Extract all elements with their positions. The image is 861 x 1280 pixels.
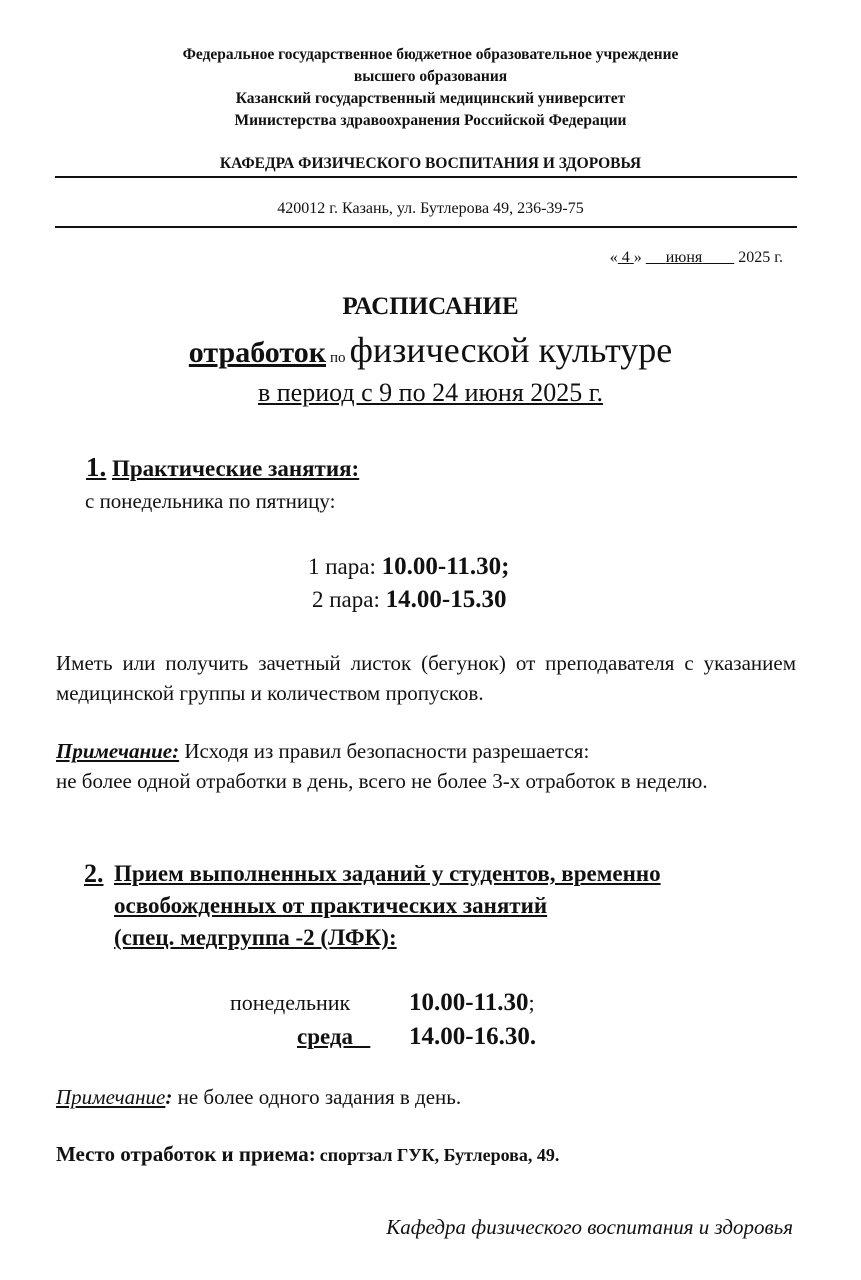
signature: Кафедра физического воспитания и здоровья: [386, 1215, 793, 1239]
pair-time: 14.00-15.30: [385, 586, 507, 613]
title-word-subject: физической культуре: [349, 330, 673, 370]
date-open-quote: «: [609, 249, 618, 266]
section2-heading: [84, 858, 796, 954]
section1-remark-line2: не более одной отработки в день, всего не более 3-х отработок в неделю.: [56, 769, 708, 793]
section1-days: с понедельника по пятницу:: [85, 489, 336, 513]
header-line-3: Казанский государственный медицинский университет: [235, 90, 626, 107]
pair-label: 1 пара:: [308, 554, 376, 579]
schedule-time-wrap: 10.00-11.30;: [409, 989, 535, 1016]
schedule-row: [0, 1020, 861, 1054]
header-divider-bottom: [55, 226, 797, 228]
date-month: июня: [665, 249, 703, 266]
header-divider-top: [55, 176, 797, 178]
section2-remark: Примечание: не более одного задания в день.: [56, 1085, 462, 1109]
page-title: РАСПИСАНИЕ: [342, 293, 519, 320]
title-word-po: по: [330, 350, 346, 366]
schedule-row: [0, 986, 861, 1020]
section2-heading-line3: (спец. медгруппа -2 (ЛФК):: [114, 925, 397, 950]
section1-remark: [56, 736, 796, 796]
title-subject: [0, 329, 861, 371]
title-word-otrabotok: отработок: [188, 336, 327, 369]
section1-number: 1.: [86, 452, 107, 482]
section1-remark-line1: Примечание: Исходя из правил безопасности разрешается:: [56, 739, 590, 763]
header-line-2: высшего образования: [353, 68, 508, 85]
schedule-day: среда: [297, 1024, 354, 1049]
header-line-4: Министерства здравоохранения Российской Федерации: [234, 112, 627, 129]
section1-heading: [86, 452, 359, 483]
section2-heading-line2: освобожденных от практических занятий: [114, 893, 548, 918]
remark-label: Примечание: [56, 1085, 166, 1109]
section2-number: 2.: [84, 859, 104, 888]
date-close-quote: »: [633, 249, 642, 266]
header-line-1: Федеральное государственное бюджетное образовательное учреждение: [182, 46, 679, 63]
section1-heading-text: Практические занятия:: [112, 456, 360, 481]
pair-row: [0, 583, 861, 616]
institution-header: [0, 44, 861, 132]
schedule-day: понедельник: [230, 990, 351, 1015]
document-date: [610, 249, 783, 267]
date-year: 2025 г.: [738, 249, 783, 266]
pair-row: [0, 550, 861, 583]
department-address: 420012 г. Казань, ул. Бутлерова 49, 236-39-75: [277, 200, 584, 217]
date-day: 4: [621, 249, 630, 266]
place-value: спортзал ГУК, Бутлерова, 49.: [319, 1145, 560, 1165]
pair-label: 2 пара:: [312, 587, 380, 612]
section2-schedule: [0, 986, 861, 1054]
pair-time: 10.00-11.30;: [381, 553, 510, 580]
department-name: КАФЕДРА ФИЗИЧЕСКОГО ВОСПИТАНИЯ И ЗДОРОВЬЯ: [219, 155, 642, 172]
place-label: Место отработок и приема:: [56, 1142, 316, 1166]
section2-heading-line1: Прием выполненных заданий у студентов, временно: [114, 861, 661, 886]
place-line: [56, 1142, 559, 1167]
schedule-time: 14.00-16.30.: [409, 1023, 537, 1050]
section1-pairs: [0, 550, 861, 616]
title-period: в период с 9 по 24 июня 2025 г.: [257, 378, 604, 407]
remark-label: Примечание:: [56, 739, 180, 763]
section1-note: Иметь или получить зачетный листок (бегунок) от преподавателя с указанием медицинской группы и количеством пропусков.: [56, 651, 796, 705]
schedule-time: 10.00-11.30: [409, 989, 529, 1016]
